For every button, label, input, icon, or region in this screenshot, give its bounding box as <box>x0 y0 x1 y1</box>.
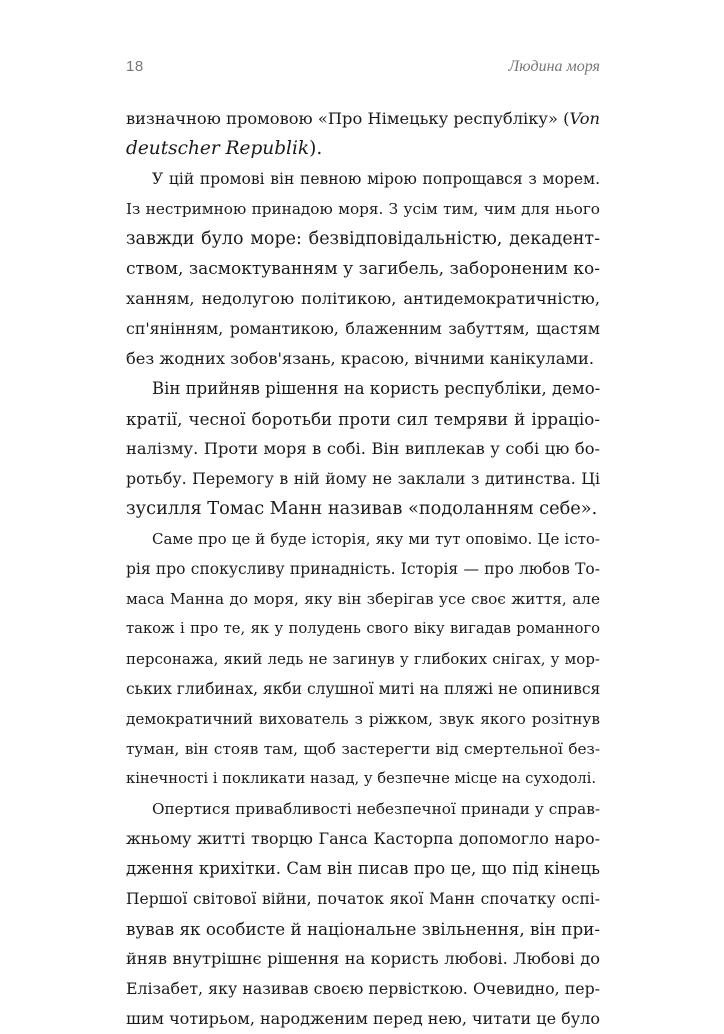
text-line: кратії, чесної боротьби проти сил темряви й ірраціо- <box>126 409 600 429</box>
text-line: ством, засмоктуванням у загибель, забороненим ко- <box>126 259 600 279</box>
text-line: кінечності і покликати назад, у безпечне місце на суходолі. <box>126 770 597 787</box>
text-line: У цій промові він певною мірою попрощався з морем. <box>152 170 600 188</box>
text-line: Першої світової війни, початок якої Манн спочатку оспі- <box>126 890 600 908</box>
text-line: дження крихітки. Сам він писав про це, що під кінець <box>126 859 600 878</box>
text-line: зусилля Томас Манн називав «подоланням себе». <box>126 499 598 519</box>
text-line: налізму. Проти моря в собі. Він виплекав у собі цю бо- <box>126 439 600 458</box>
text-line: deutscher Republik). <box>126 138 323 159</box>
text-line: жньому житті творцю Ганса Касторпа допомогло наро- <box>126 829 600 848</box>
text-line: Опертися привабливості небезпечної принади у справ- <box>152 800 600 818</box>
text-line: завжди було море: безвідповідальністю, декадент- <box>126 229 600 249</box>
italic-text: deutscher Republik <box>126 138 310 159</box>
text-line: вував як особисте й національне звільнення, він при- <box>126 919 600 939</box>
text-line: демократичний вихователь з ріжком, звук якого розітнув <box>126 710 600 728</box>
text-line: йняв внутрішнє рішення на користь любові. Любові до <box>126 949 600 968</box>
italic-text: Von <box>569 109 600 128</box>
text-line: ротьбу. Перемогу в ній йому не заклали з дитинства. Ці <box>126 469 600 488</box>
text-line: Він прийняв рішення на користь республіки, демо- <box>152 379 601 398</box>
text-line: ських глибинах, якби слушної миті на пляжі не опинився <box>126 680 601 698</box>
text-line: рія про спокусливу принадність. Історія — про любов То- <box>126 560 600 578</box>
page-number: 18 <box>126 58 144 75</box>
text-line: також і про те, як у полудень свого віку вигадав романного <box>126 620 600 637</box>
page-header <box>126 58 600 82</box>
text-line: персонажа, який ледь не загинув у глибоких снігах, у мор- <box>126 650 600 668</box>
text-line: Елізабет, яку називав своєю первісткою. Очевидно, пер- <box>126 979 600 998</box>
running-head: Людина моря <box>508 58 600 75</box>
text-line: сп'янінням, романтикою, блаженним забуттям, щастям <box>126 319 600 338</box>
text-line: Саме про це й буде історія, яку ми тут оповімо. Це істо- <box>152 530 600 548</box>
text-line: визначною промовою «Про Німецьку республіку» (Von <box>126 109 600 128</box>
body-text <box>126 104 600 1034</box>
text-line: шим чотирьом, народженим перед нею, читати це було <box>126 1009 600 1028</box>
text-line: туман, він стояв там, щоб застерегти від смертельної без- <box>126 740 600 758</box>
text-line: без жодних зобов'язань, красою, вічними канікулами. <box>126 349 595 368</box>
text-line: Із нестримною принадою моря. З усім тим, чим для нього <box>126 200 600 218</box>
text-line: маса Манна до моря, яку він зберігав усе своє життя, але <box>126 590 600 608</box>
text-line: ханням, недолугою політикою, антидемократичністю, <box>126 289 600 308</box>
